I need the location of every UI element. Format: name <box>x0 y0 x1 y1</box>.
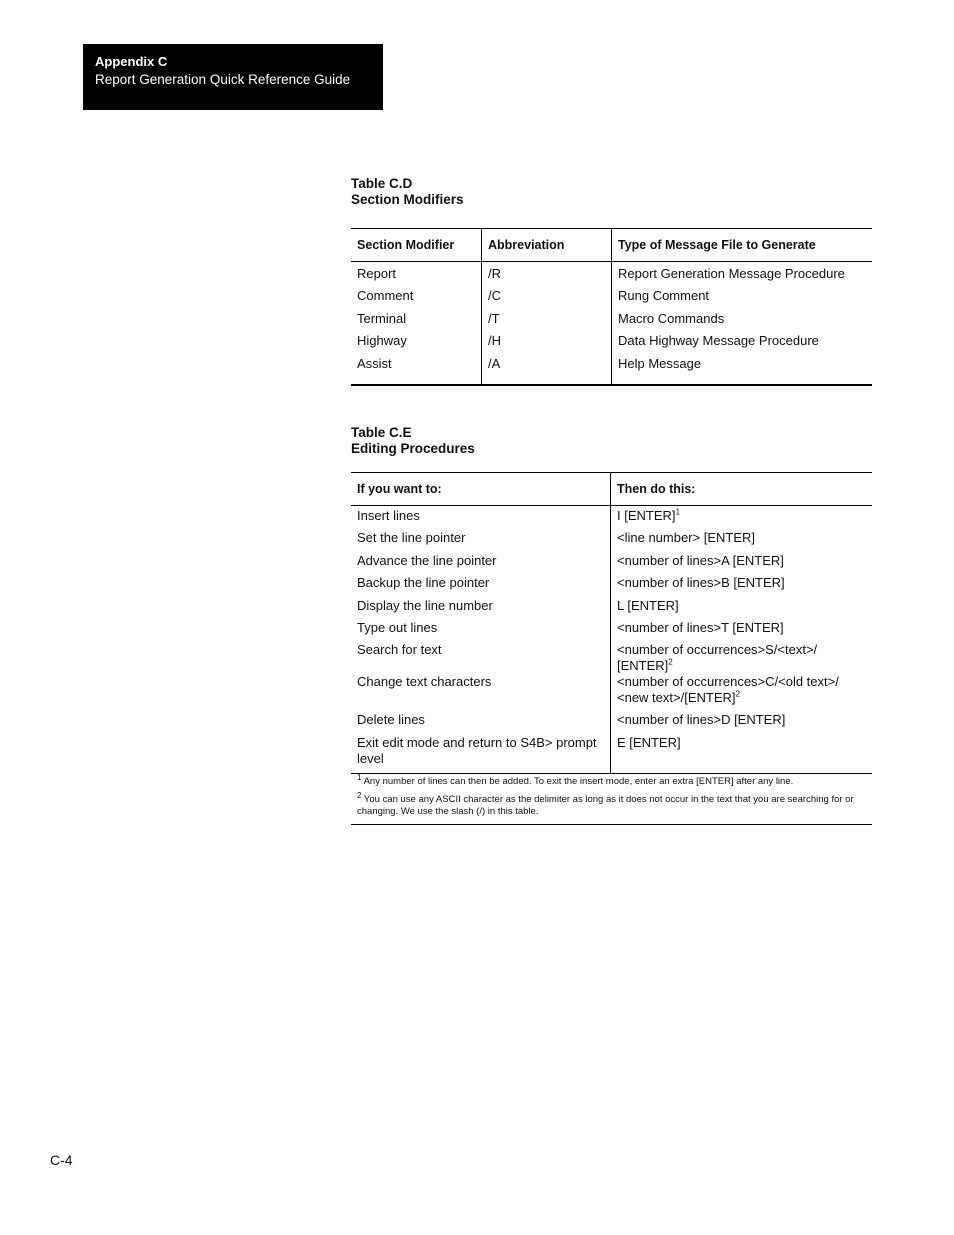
table-cell: <number of lines>T [ENTER] <box>617 619 784 635</box>
footnote-mark: 2 <box>357 790 362 800</box>
table-cell: Backup the line pointer <box>351 575 611 597</box>
table-cell: /C <box>482 288 612 310</box>
table-row <box>351 598 872 620</box>
footnotes <box>351 773 872 824</box>
column-header: Type of Message File to Generate <box>612 229 873 262</box>
footnote-mark: 1 <box>357 772 362 782</box>
guide-title: Report Generation Quick Reference Guide <box>95 72 351 87</box>
table-row <box>351 620 872 642</box>
column-header: Then do this: <box>611 473 873 506</box>
footnote-ref: 2 <box>735 690 740 700</box>
page-number: C-4 <box>50 1152 73 1168</box>
table-cell: Help Message <box>618 355 702 371</box>
table-cell: Terminal <box>351 311 482 333</box>
table-cell <box>611 506 873 531</box>
table-row <box>351 311 872 333</box>
table-row <box>351 642 872 674</box>
table-cell: Report Generation Message Procedure <box>618 266 845 281</box>
table-row <box>351 674 872 712</box>
table-ce-title: Editing Procedures <box>351 441 475 456</box>
table-ce-number: Table C.E <box>351 425 412 440</box>
table-cell: Delete lines <box>351 712 611 734</box>
cell-text: <number of occurrences>C/<old text>/ <box>617 674 839 690</box>
table-row <box>351 575 872 597</box>
table-cell: Search for text <box>351 642 611 674</box>
table-cell: <line number> [ENTER] <box>617 530 756 546</box>
table-cell: Highway <box>351 333 482 355</box>
footnote <box>357 790 866 818</box>
footnote-ref: 1 <box>675 507 680 517</box>
table-cell: /H <box>482 333 612 355</box>
table-cell: Advance the line pointer <box>351 553 611 575</box>
table-row <box>351 333 872 355</box>
footnote-text: You can use any ASCII character as the delimiter as long as it does not occur in the text that you are searching for or changing. We use the slash (/) in this table. <box>357 793 854 817</box>
table-cell: /A <box>482 356 612 385</box>
footnote-text: Any number of lines can then be added. To exit the insert mode, enter an extra [ENTER] after any line. <box>363 775 794 787</box>
column-header: Abbreviation <box>482 229 612 262</box>
table-cell: Report <box>351 262 482 289</box>
running-header <box>83 44 383 110</box>
table-row <box>351 288 872 310</box>
table-ce-caption <box>351 425 475 457</box>
table-cell: E [ENTER] <box>617 734 681 750</box>
table-cell: Rung Comment <box>618 288 710 304</box>
editing-procedures-table <box>351 472 872 825</box>
table-cell: Macro Commands <box>618 310 725 326</box>
column-header: If you want to: <box>351 473 611 506</box>
table-row <box>351 735 872 774</box>
table-cell <box>611 674 873 712</box>
table-row <box>351 506 872 531</box>
column-header: Section Modifier <box>351 229 482 262</box>
table-cell: <number of lines>D [ENTER] <box>617 712 786 728</box>
table-cell: /R <box>482 262 612 289</box>
table-cell: <number of lines>A [ENTER] <box>617 552 784 568</box>
cell-text: <number of occurrences>S/<text>/ [ENTER] <box>617 642 818 674</box>
table-row <box>351 262 872 289</box>
table-cell: Type out lines <box>351 620 611 642</box>
table-cell: <number of lines>B [ENTER] <box>617 575 785 591</box>
table-cd-caption <box>351 176 464 208</box>
table-cell: L [ENTER] <box>617 597 679 613</box>
table-row <box>351 530 872 552</box>
table-cell: Comment <box>351 288 482 310</box>
table-cd-title: Section Modifiers <box>351 192 464 207</box>
cell-text: I [ENTER] <box>617 508 676 523</box>
footnote <box>357 772 866 788</box>
table-row <box>351 712 872 734</box>
table-cell: Exit edit mode and return to S4B> prompt level <box>351 735 611 774</box>
appendix-label: Appendix C <box>95 54 168 69</box>
table-cell: /T <box>482 311 612 333</box>
table-cell: Insert lines <box>351 506 611 531</box>
table-row <box>351 553 872 575</box>
table-cell: Set the line pointer <box>351 530 611 552</box>
footnotes-row <box>351 773 872 824</box>
table-row <box>351 356 872 385</box>
table-cell: Display the line number <box>351 598 611 620</box>
cell-text: <new text>/[ENTER] <box>617 690 736 706</box>
footnote-ref: 2 <box>668 658 673 668</box>
section-modifiers-table <box>351 228 872 386</box>
table-cell <box>611 642 873 674</box>
table-cell: Assist <box>351 356 482 385</box>
table-cell: Data Highway Message Procedure <box>618 333 819 349</box>
table-cell: Change text characters <box>351 674 611 712</box>
table-cd-number: Table C.D <box>351 176 413 191</box>
